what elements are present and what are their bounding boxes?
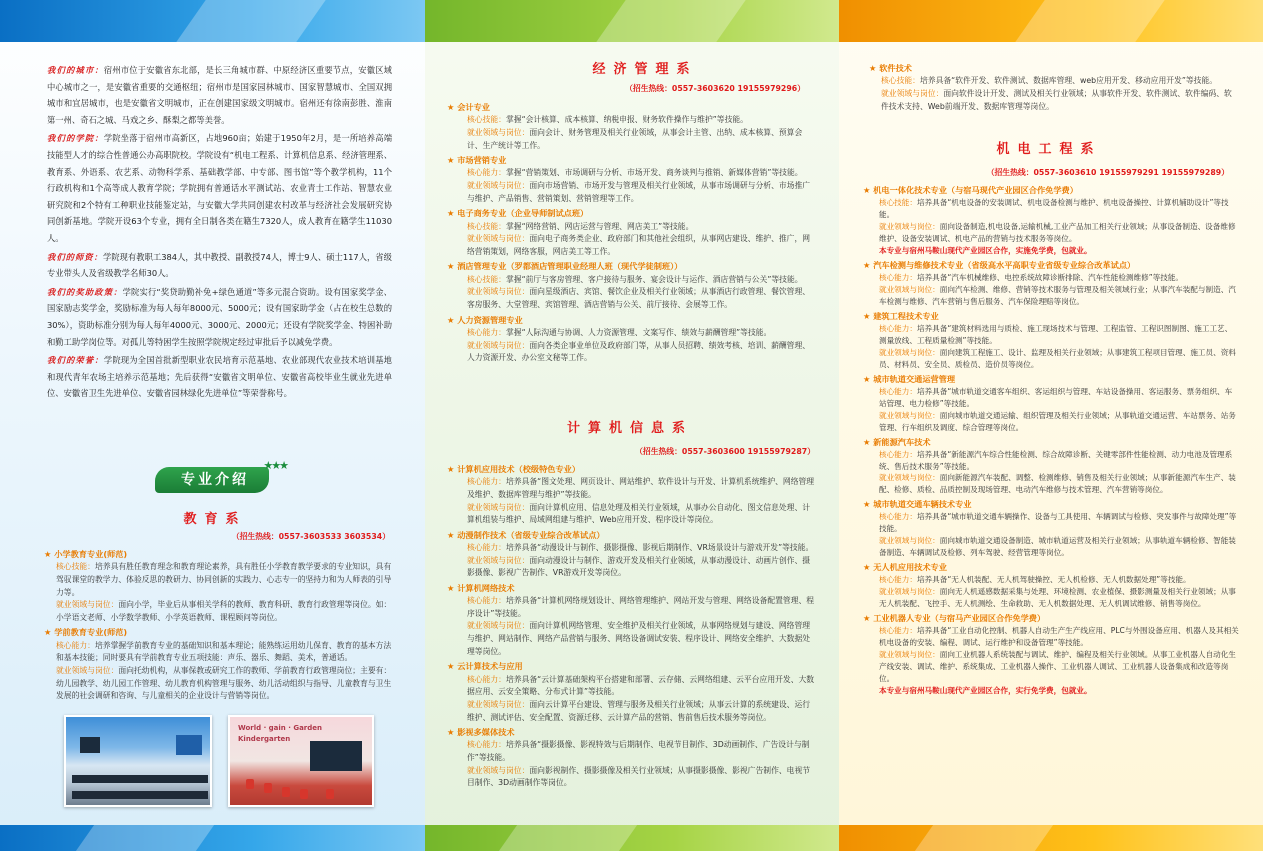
major-line: 就业领域与岗位：面向影视制作、摄影摄像及相关行业领域；从事摄影摄像、影视广告制作、电视节目制作、3D动画制作等岗位。 — [467, 765, 811, 788]
major-note: 本专业与宿州马鞍山现代产业园区合作，实施免学费，包就业。 — [879, 245, 1092, 255]
top-band — [0, 0, 425, 42]
major-line: 就业领域与岗位：面向托幼机构，从事保教或研究工作的教师、学前教育行政管理岗位；主要有：幼儿园教学、幼儿园工作管理、幼儿教育机构管理与服务、幼儿活动组织与指导、儿童教育与卫生发展的社会调研和咨询、与儿童相关的企业设计与营销等岗位。 — [56, 665, 392, 701]
major-title: ★ 会计专业 — [447, 102, 490, 112]
kindergarten-sign: World · gain · Garden Kindergarten — [238, 724, 322, 744]
major-line: 就业领域与岗位：面向会计、财务管理及相关行业领域，从事会计主管、出纳、成本核算、预算会计、生产统计等工作。 — [467, 127, 803, 150]
dept-title-mechatronics: 机电工程系 — [996, 142, 1102, 157]
dept-title-education: 教育系 — [183, 512, 247, 527]
section-tag-label: 专业介绍 — [155, 467, 269, 493]
chair — [326, 789, 334, 799]
major-line: 就业领域与岗位：面向市场营销、市场开发与管理及相关行业领域，从事市场调研与分析、市场推广与维护、产品销售、营销策划、营销管理等工作。 — [467, 181, 811, 203]
intro-city: 我们的城市：宿州市位于安徽省东北部，是长三角城市群、中原经济区重要节点，安徽区域中心城市之一，是安徽省重要的交通枢纽；宿州市是国家园林城市、国家智慧城市、全国双拥城市和宜居城市，也是安徽省文明城市，正在创建国家级文明城市。宿州还有徐南彭胜、淮南第一州、奇石之城、马戏之乡、酥梨之都等美誉。 — [47, 65, 392, 125]
bottom-band — [425, 825, 839, 851]
majors-computer — [447, 461, 817, 790]
major-line: 就业领域与岗位：面向计算机网络管理、安全维护及相关行业领域，从事网络规划与建设、网络管理与维护、网站制作、网络产品营销与服务、网络设备调试安装、程序设计、网络安全维护、大数据处理等岗位。 — [467, 621, 811, 656]
major-title: ★ 电子商务专业（企业导师制试点班） — [447, 208, 589, 219]
major-line: 核心技能：掌握“网络营销、网店运营与管理、网店美工”等技能。 — [467, 221, 694, 231]
major-title: ★ 人力资源管理专业 — [447, 314, 523, 325]
major-line: 核心技能：培养具备“软件开发、软件测试、数据库管理、web应用开发、移动应用开发”等技能。 — [881, 76, 1218, 86]
major-title: ★ 工业机器人专业（与宿马产业园区合作免学费） — [863, 613, 1046, 624]
major-title: ★ 酒店管理专业（罗都酒店管理职业经理人班（现代学徒制班）） — [447, 261, 683, 272]
major-line: 就业领域与岗位：面向新能源汽车装配、调整、检测维修、销售及相关行业领域；从事新能源汽车生产、装配、检修、质检、品质控制及现场管理、电动汽车维修与技术管理、汽车营销等岗位。 — [879, 473, 1236, 495]
classroom-screen — [310, 741, 362, 771]
major-line: 核心能力：培养具备“图文处理、网页设计、网站维护、软件设计与开发、计算机系统维护、网络管理及维护、数据库管理与维护”等技能。 — [467, 477, 815, 499]
major-line: 核心能力：培养具备“建筑材料选用与质检、施工现场技术与管理、工程监管、工程识图制图、施工工艺、测量放线、工程质量检测”等技能。 — [879, 323, 1233, 345]
majors-economics — [447, 99, 817, 365]
major-line: 核心能力：掌握“人际沟通与协调、人力资源管理、文案写作、绩效与薪酬管理”等技能。 — [467, 327, 772, 337]
computer-lab-photo — [64, 715, 212, 807]
major-title: ★ 城市轨道交通车辆技术专业 — [863, 499, 972, 510]
major-line: 就业领域与岗位：面向电子商务类企业、政府部门和其他社会组织，从事网店建设、维护、推广，网络营销策划，网络客服，网店美工等工作。 — [467, 234, 811, 256]
major-note: 本专业与宿州马鞍山现代产业园区合作，实行免学费，包就业。 — [879, 686, 1092, 696]
major-line: 核心能力：培养具备“摄影摄像、影视特效与后期制作、电视节目制作、3D动画制作、广告设计与制作”等技能。 — [467, 740, 810, 763]
chair — [300, 789, 308, 799]
lab-desk — [72, 791, 208, 799]
major-title: ★ 学前教育专业(师范) — [44, 627, 128, 638]
major-line: 就业领域与岗位：面向星级酒店、宾馆、餐饮企业及相关行业领域；从事酒店行政管理、餐饮管理、客房服务、大堂管理、宾馆管理、酒店营销与公关、前厅接待、会展等工作。 — [467, 287, 811, 309]
majors-mechatronics — [863, 182, 1239, 697]
major-title: ★ 软件技术 — [869, 63, 912, 73]
chair — [246, 779, 254, 789]
major-line: 核心能力：培养具备“汽车机械维修、电控系统故障诊断排除、汽车性能检测维修”等技能。 — [879, 272, 1184, 282]
major-title: ★ 计算机网络技术 — [447, 582, 515, 593]
lab-window — [80, 737, 100, 753]
major-line: 就业领域与岗位：面向城市轨道交通运输、组织管理及相关行业领域；从事轨道交通运营、车站票务、站务管理、行车组织及调度、综合管理等岗位。 — [879, 410, 1236, 432]
hotline-computer: （招生热线：0557-3603600 19155979287） — [635, 447, 815, 456]
major-title: ★ 影视多媒体技术 — [447, 727, 515, 738]
major-line: 核心技能：掌握“会计核算、成本核算、纳税申报、财务软件操作与维护”等技能。 — [467, 115, 748, 125]
major-line: 核心技能：培养具有胜任教育理念和教育理论素养，具有胜任小学教育教学要求的专业知识，具有驾驭课堂的教学力、体验反思的教研力、协同创新的实践力、心志专一的坚持力和为人师表的引导力等。 — [56, 562, 392, 597]
major-line: 核心能力：培养具备“云计算基础架构平台搭建和部署、云存储、云网络组建、云平台应用开发、大数据应用、云安全策略、分布式计算”等技能。 — [467, 674, 815, 697]
major-line: 核心技能：掌握“前厅与客房管理、客户接待与服务、宴会设计与运作、酒店营销与公关”等技能。 — [467, 274, 803, 284]
panel-right — [839, 0, 1263, 851]
intro-honors: 我们的荣誉：学院现为全国首批新型职业农民培育示范基地、农业部现代农业技术培训基地和现代青年农场主培养示范基地；先后获得“安徽省文明单位、安徽省高校毕业生就业先进单位、安徽省卫生先进单位、安徽省园林绿化先进单位”等荣誉称号。 — [47, 355, 392, 399]
intro-faculty: 我们的师资：学院现有教职工384人，其中教授、副教授74人，博士9人、硕士117人，省级专业带头人及省级教学名师30人。 — [47, 251, 392, 279]
major-title: ★ 计算机应用技术（校级特色专业） — [447, 464, 581, 474]
major-title: ★ 小学教育专业(师范) — [44, 549, 128, 559]
major-line: 核心能力：掌握“营销策划、市场调研与分析、市场开发、商务谈判与推销、新媒体营销”等技能。 — [467, 168, 803, 178]
major-line: 就业领域与岗位：面向各类企事业单位及政府部门等，从事人员招聘、绩效考核、培训、薪酬管理、人力资源开发、办公室文秘等工作。 — [467, 340, 811, 363]
hotline-education: （招生热线：0557-3603533 3603534） — [231, 532, 390, 541]
major-line: 核心能力：培养掌握学前教育专业的基础知识和基本理论；能熟练运用幼儿保育、教育的基本方法和基本技能；同时要具有学前教育专业五项技能：声乐、器乐、舞蹈、美术，普通话。 — [56, 640, 392, 663]
major-line: 就业领域与岗位：面向城市轨道交通设备制造、城市轨道运营及相关行业领域；从事轨道车辆检修、智能装备制造、车辆调试及检修、列车驾驶、经营管理等岗位。 — [879, 536, 1236, 558]
major-title: ★ 机电一体化技术专业（与宿马现代产业园区合作免学费） — [863, 185, 1078, 195]
stars-icon: ★★★ — [263, 459, 287, 472]
major-line: 核心能力：培养具备“新能源汽车综合性能检测、综合故障诊断、关键零部件性能检测、动力电池及管理系统、售后技术服务”等技能。 — [879, 449, 1233, 471]
major-line: 就业领域与岗位：面向建筑工程施工、设计、监理及相关行业领域；从事建筑工程项目管理、施工员、资料员、材料员、安全员、质检员、造价员等岗位。 — [879, 347, 1236, 369]
top-band — [839, 0, 1263, 42]
hotline-economics: （招生热线：0557-3603620 19155979296） — [625, 84, 805, 93]
panel-middle — [425, 0, 839, 851]
major-title: ★ 汽车检测与维修技术专业（省级高水平高职专业省级专业综合改革试点） — [863, 259, 1136, 270]
kindergarten-photo — [228, 715, 374, 807]
major-line: 就业领域与岗位：面向工业机器人系统装配与调试、维护、编程及相关行业领域。从事工业机器人自动化生产线安装、调试、维护、系统集成、工业机器人操作、工业机器人调试、工业机器人设备集成和改造等岗位。 — [879, 650, 1236, 684]
major-line: 核心能力：培养具备“无人机装配、无人机驾驶操控、无人机检修、无人机数据处理”等技能。 — [879, 575, 1191, 585]
major-title: ★ 建筑工程技术专业 — [863, 310, 939, 321]
major-line: 核心能力：培养具备“城市轨道交通客车组织、客运组织与管理、车站设备操用、客运服务、票务组织、车站管理、电力检修”等技能。 — [879, 386, 1233, 408]
lab-window — [176, 735, 202, 755]
dept-title-economics: 经济管理系 — [592, 62, 698, 77]
major-line: 核心能力：培养具备“计算机网络规划设计、网络管理维护、网站开发与管理、网络设备配置管理、程序设计”等技能。 — [467, 596, 815, 618]
panel-left — [0, 0, 425, 851]
major-title: ★ 新能源汽车技术 — [863, 436, 931, 447]
major-title: ★ 城市轨道交通运营管理 — [863, 373, 956, 384]
lab-desk — [72, 775, 208, 783]
chair — [282, 787, 290, 797]
major-line: 就业领域与岗位：面向设备制造,机电设备,运输机械,工业产品加工相关行业领域；从事设备制造、设备维修维护、设备安装调试、机电产品的营销与技术服务等岗位。 — [879, 221, 1236, 243]
major-title: ★ 云计算技术与应用 — [447, 661, 523, 672]
major-line: 核心能力：培养具备“动漫设计与制作、摄影摄像、影视后期制作、VR场景设计与游戏开发”等技能。 — [467, 543, 814, 553]
major-line: 就业领域与岗位：面向无人机遥感数据采集与处理、环境检测、农业植保、摄影测量及相关行业领域；从事无人机装配、飞控手、无人机测绘、生命救助、无人机数据处理、无人机调试维修、销售等岗位。 — [879, 587, 1236, 609]
major-title: ★ 无人机应用技术专业 — [863, 562, 947, 573]
bottom-band — [0, 825, 425, 851]
major-line: 就业领域与岗位：面向动漫设计与制作、游戏开发及相关行业领域，从事动漫设计、动画片创作、摄影摄像、影视广告制作、VR游戏开发等岗位。 — [467, 555, 811, 578]
intro-aid-policy: 我们的奖助政策：学院实行“奖贷助勤补免+绿色通道”等多元混合资助。设有国家奖学金、国家励志奖学金，奖励标准为每人每年8000元、5000元；设有国家助学金（占在校生总数的30%），资助标准分别为每人每年4000元、3000元、2000元；还设有学院奖学金、特困补助和勤工助学岗位等。对孤儿等特困学生按照学院规定经过审批后予以减免学费。 — [47, 286, 392, 347]
section-tag — [155, 459, 287, 493]
top-band — [425, 0, 839, 42]
major-title: ★ 动漫制作技术（省级专业综合改革试点） — [447, 529, 605, 540]
major-line: 核心能力：培养具备“工业自动化控制、机器人自动生产生产线应用、PLC与外围设备应用、机器人及其相关机电设备的安装、编程、调试、运行维护和设备管理”等技能。 — [879, 626, 1239, 648]
major-line: 就业领域与岗位：面向软件设计开发、测试及相关行业领域；从事软件开发、软件测试、软件编码、软件技术支持、Web前端开发、数据库管理等岗位。 — [881, 88, 1232, 111]
major-line: 核心能力：培养具备“城市轨道交通车辆操作、设备与工具使用、车辆调试与检修、突发事件与故障处理”等技能。 — [879, 512, 1237, 534]
intro-college: 我们的学院：学院坐落于宿州市高新区，占地960亩；始建于1950年2月，是一所培养高端技能型人才的综合性普通公办高职院校。学院设有“机电工程系、计算机信息系、经济管理系、教育系、外语系、农艺系、动物科学系、基础教学部、中专部、图书馆”等个教学机构，11个行政机构和1个高等成人教育学院；学院拥有普通话水平测试站、农业青士工作站、智慧农业研究院和2个特有工种职业技能鉴定站，与安徽大学共同创建农村改革与经济社会发展研究协同创新基地。学院开设63个专业，拥有全日制各类在籍生7320人，成人教育在籍学生11030人。 — [47, 133, 392, 243]
bottom-band — [839, 825, 1263, 851]
major-line: 核心技能：培养具备“机电设备的安装调试、机电设备检测与维护、机电设备操控、计算机辅助设计”等技能。 — [879, 197, 1229, 219]
major-line: 就业领域与岗位：面向汽车检测、维修、营销等技术服务与管理及相关领域行业；从事汽车装配与制造、汽车检测与维修、汽车营销与售后服务、汽车保险理赔等岗位。 — [879, 284, 1236, 306]
major-line: 就业领域与岗位：面向计算机应用、信息处理及相关行业领域，从事办公自动化、图文信息处理、计算机组装与维护、局域网组建与维护、Web应用开发、程序设计等岗位。 — [467, 502, 811, 525]
majors-education — [44, 546, 394, 703]
major-line: 就业领域与岗位：面向小学，毕业后从事相关学科的教师、教育科研、教育行政管理等岗位。如：小学语文老师、小学数学教师、小学英语教师、课程顾问等岗位。 — [56, 600, 392, 622]
school-intro — [47, 62, 392, 404]
major-line: 就业领域与岗位：面向云计算平台建设、管理与服务及相关行业领域；从事云计算的系统建设、运行维护、测试评估、安全配置、资源迁移、云计算产品的营销、售前售后技术服务等岗位。 — [467, 699, 811, 722]
dept-title-computer: 计算机信息系 — [566, 421, 693, 436]
hotline-mechatronics: （招生热线：0557-3603610 19155979291 19155979289） — [986, 168, 1229, 177]
chair — [264, 783, 272, 793]
major-software — [869, 60, 1239, 113]
major-title: ★ 市场营销专业 — [447, 155, 507, 166]
